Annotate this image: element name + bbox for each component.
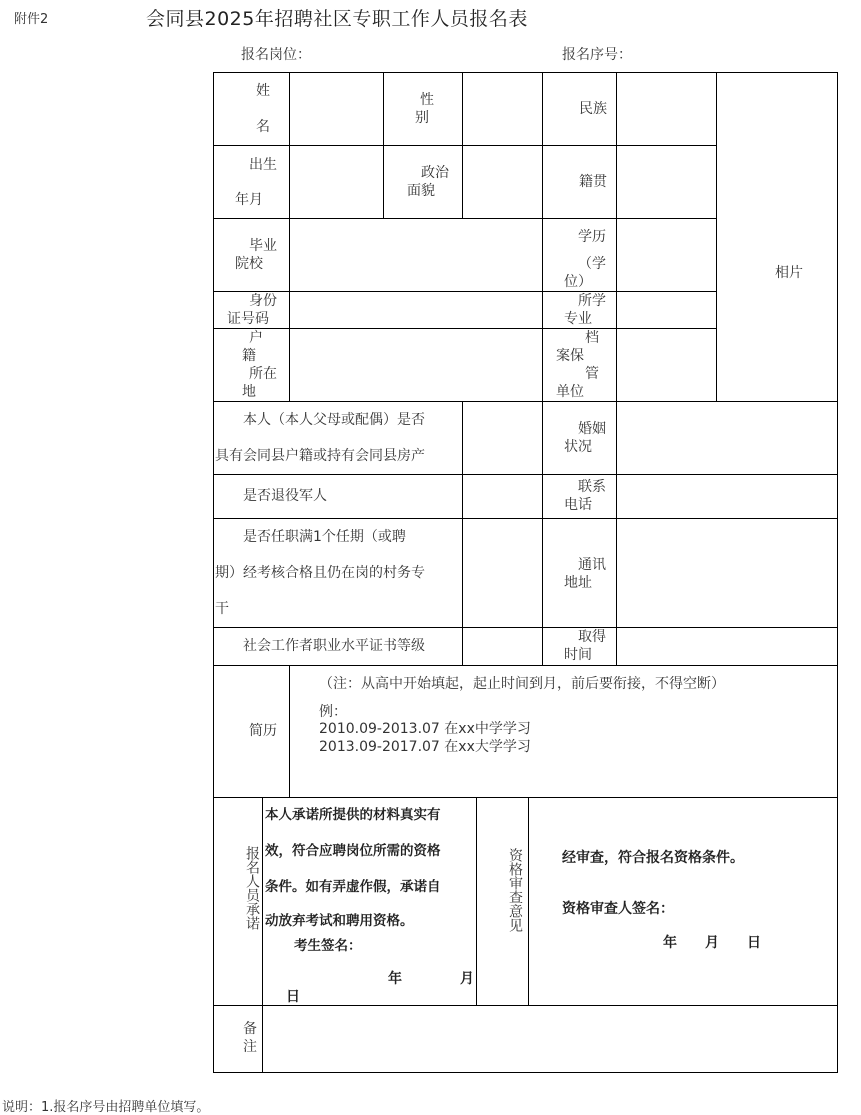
marriage-label: 婚姻 xyxy=(578,421,606,437)
birth-label: 出生 xyxy=(249,157,277,173)
political-label-2: 面貌 xyxy=(407,183,435,199)
photo-placeholder: 相片 xyxy=(775,265,803,281)
major-label-2: 专业 xyxy=(564,311,592,327)
review-date-label: 年 月 日 xyxy=(663,935,761,951)
hukou-label-2: 籍 xyxy=(242,348,256,364)
candidate-signature-label: 考生签名： xyxy=(294,938,362,954)
graduate-label: 毕业 xyxy=(249,238,277,254)
obtain-time-label-2: 时间 xyxy=(564,647,592,663)
pledge-line-2: 效，符合应聘岗位所需的资格 xyxy=(265,843,441,859)
ethnicity-label: 民族 xyxy=(579,101,607,117)
phone-label: 联系 xyxy=(578,479,606,495)
address-label-2: 地址 xyxy=(564,575,592,591)
id-number-label: 身份 xyxy=(249,293,277,309)
term-question: 是否任职满1个任期（或聘 xyxy=(243,529,406,545)
resume-example-line: 2010.09-2013.07 在xx中学学习 xyxy=(319,721,531,737)
id-number-label-2: 证号码 xyxy=(227,311,269,327)
term-question-3: 干 xyxy=(215,601,229,617)
review-vertical-label: 资格审查意见 xyxy=(507,848,523,932)
name-label-2: 名 xyxy=(256,119,270,135)
hukou-label-4: 地 xyxy=(242,384,256,400)
archive-label-4: 单位 xyxy=(556,384,584,400)
gender-label-2: 别 xyxy=(415,110,429,126)
resume-label: 简历 xyxy=(249,723,277,739)
cert-level-label: 社会工作者职业水平证书等级 xyxy=(243,638,425,654)
hukou-question: 本人（本人父母或配偶）是否 xyxy=(243,412,425,428)
archive-label-3: 管 xyxy=(585,366,599,382)
serial-label: 报名序号： xyxy=(562,47,632,63)
major-label: 所学 xyxy=(578,293,606,309)
obtain-time-label: 取得 xyxy=(578,629,606,645)
address-label: 通讯 xyxy=(578,557,606,573)
graduate-label-2: 院校 xyxy=(235,256,263,272)
pledge-month-label: 月 xyxy=(460,971,474,987)
attachment-label: 附件2 xyxy=(14,12,49,27)
archive-label-2: 案保 xyxy=(556,348,584,364)
pledge-line-4: 动放弃考试和聘用资格。 xyxy=(265,913,414,929)
hukou-question-2: 具有会同县户籍或持有会同县房产 xyxy=(215,448,425,464)
veteran-question: 是否退役军人 xyxy=(243,488,327,504)
hukou-label: 户 xyxy=(249,330,263,346)
gender-label: 性 xyxy=(420,92,434,108)
birth-label-2: 年月 xyxy=(235,192,263,208)
resume-example-label: 例： xyxy=(319,704,347,720)
remarks-label: 备 xyxy=(243,1021,257,1037)
resume-example-line-2: 2013.09-2017.07 在xx大学学习 xyxy=(319,739,531,755)
education-label: 学历 xyxy=(578,229,606,245)
pledge-line-3: 条件。如有弄虚作假，承诺自 xyxy=(265,879,441,895)
native-place-label: 籍贯 xyxy=(579,174,607,190)
hukou-label-3: 所在 xyxy=(249,366,277,382)
pledge-day-label: 日 xyxy=(286,989,300,1005)
review-opinion-text: 经审查，符合报名资格条件。 xyxy=(562,850,744,866)
resume-note: （注：从高中开始填起，起止时间到月，前后要衔接，不得空断） xyxy=(319,676,725,692)
form-title: 会同县2025年招聘社区专职工作人员报名表 xyxy=(146,8,528,30)
phone-label-2: 电话 xyxy=(564,497,592,513)
name-label: 姓 xyxy=(256,83,270,99)
pledge-year-label: 年 xyxy=(388,971,402,987)
education-label-2: （学 xyxy=(578,256,606,272)
education-label-3: 位） xyxy=(564,274,592,290)
political-label: 政治 xyxy=(421,165,449,181)
pledge-vertical-label: 报名人员承诺 xyxy=(244,846,260,930)
pledge-line: 本人承诺所提供的材料真实有 xyxy=(265,807,441,823)
position-label: 报名岗位： xyxy=(241,47,311,63)
remarks-label-2: 注 xyxy=(243,1039,257,1055)
footnote: 说明：1.报名序号由招聘单位填写。 xyxy=(2,1100,210,1115)
marriage-label-2: 状况 xyxy=(564,439,592,455)
archive-label: 档 xyxy=(585,330,599,346)
term-question-2: 期）经考核合格且仍在岗的村务专 xyxy=(215,565,425,581)
reviewer-signature-label: 资格审查人签名： xyxy=(562,901,674,917)
